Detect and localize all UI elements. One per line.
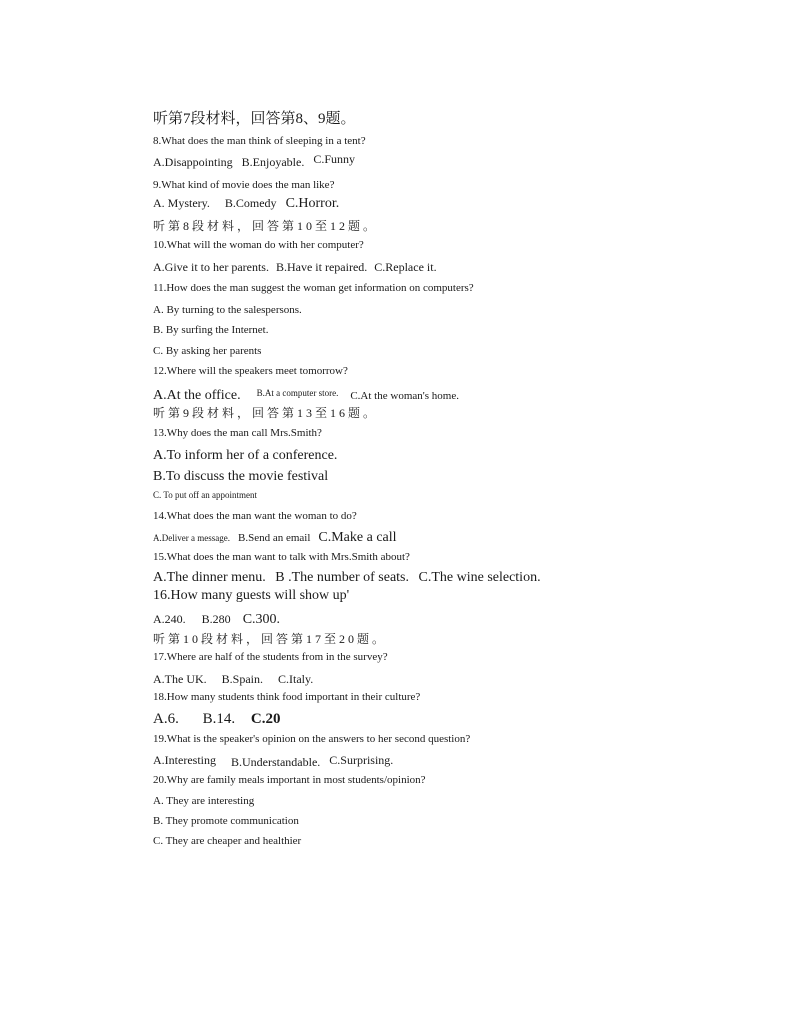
option-19b: B.Understandable. <box>230 755 321 769</box>
section-heading-9: 听第9段材料，回答第13至16题。 <box>153 406 379 420</box>
option-15c: C.The wine selection. <box>418 570 541 585</box>
option-9b: B.Comedy <box>224 196 277 210</box>
question-14: 14.What does the man want the woman to do? <box>153 510 357 522</box>
question-19: 19.What is the speaker's opinion on the answers to her second question? <box>153 733 471 745</box>
option-11b: B. By surfing the Internet. <box>153 324 269 336</box>
section-heading-10: 听第10段材料，回答第17至20题。 <box>153 632 388 646</box>
option-8b: B.Enjoyable. <box>241 155 305 169</box>
option-9a: A. Mystery. <box>153 196 210 210</box>
options-9 <box>153 197 339 211</box>
question-12: 12.Where will the speakers meet tomorrow? <box>153 365 348 377</box>
options-10 <box>153 261 437 273</box>
option-20b: B. They promote communication <box>153 815 299 827</box>
option-13c: C. To put off an appointment <box>153 490 258 500</box>
option-19c: C.Surprising. <box>329 753 394 767</box>
option-16a: A.240. <box>153 612 186 626</box>
options-17 <box>153 673 313 685</box>
question-16: 16.How many guests will show up' <box>153 588 350 603</box>
option-15b: B .The number of seats. <box>275 570 409 585</box>
question-13: 13.Why does the man call Mrs.Smith? <box>153 427 322 439</box>
question-8: 8.What does the man think of sleeping in a tent? <box>153 135 366 147</box>
question-17: 17.Where are half of the students from in the survey? <box>153 651 388 663</box>
option-9c: C.Horror. <box>285 196 340 211</box>
options-12 <box>153 387 459 403</box>
option-10c: C.Replace it. <box>374 260 437 274</box>
option-14a: A.Deliver a message. <box>153 533 230 543</box>
question-18: 18.How many students think food important in their culture? <box>153 691 421 703</box>
option-18a: A.6. <box>153 711 179 727</box>
option-20a: A. They are interesting <box>153 795 255 807</box>
options-8 <box>153 152 356 169</box>
option-8c: C.Funny <box>313 152 356 166</box>
option-10b: B.Have it repaired. <box>275 260 368 274</box>
option-12b: B.At a computer store. <box>256 388 339 398</box>
option-14c: C.Make a call <box>318 530 397 545</box>
option-16b: B.280 <box>201 612 231 626</box>
options-14 <box>153 529 397 545</box>
options-16 <box>153 611 280 627</box>
option-17c: C.Italy. <box>278 672 314 686</box>
option-11c: C. By asking her parents <box>153 345 262 357</box>
question-10: 10.What will the woman do with her computer? <box>153 239 364 251</box>
option-10a: A.Give it to her parents. <box>153 260 269 274</box>
options-18 <box>153 712 280 727</box>
question-20: 20.Why are family meals important in most students/opinion? <box>153 774 426 786</box>
section-heading-8: 听第8段材料，回答第10至12题。 <box>153 219 379 233</box>
option-16c: C.300. <box>242 612 281 627</box>
option-19a: A.Interesting <box>153 753 216 767</box>
section-heading-7: 听第7段材料，回答第8、9题。 <box>153 111 356 127</box>
options-15 <box>153 571 541 585</box>
option-12c: C.At the woman's home. <box>350 390 459 402</box>
option-13a: A.To inform her of a conference. <box>153 448 338 463</box>
option-17b: B.Spain. <box>221 672 263 686</box>
question-11: 11.How does the man suggest the woman get information on computers? <box>153 282 474 294</box>
option-18c: C.20 <box>250 711 281 727</box>
option-20c: C. They are cheaper and healthier <box>153 835 302 847</box>
options-19 <box>153 753 394 769</box>
option-18b: B.14. <box>202 711 236 727</box>
option-14b: B.Send an email <box>237 532 311 544</box>
option-11a: A. By turning to the salespersons. <box>153 304 302 316</box>
option-8a: A.Disappointing <box>153 155 233 169</box>
option-15a: A.The dinner menu. <box>153 570 266 585</box>
option-17a: A.The UK. <box>153 672 207 686</box>
option-12a: A.At the office. <box>153 388 241 403</box>
option-13b: B.To discuss the movie festival <box>153 469 329 484</box>
question-9: 9.What kind of movie does the man like? <box>153 179 335 191</box>
question-15: 15.What does the man want to talk with Mrs.Smith about? <box>153 551 410 563</box>
